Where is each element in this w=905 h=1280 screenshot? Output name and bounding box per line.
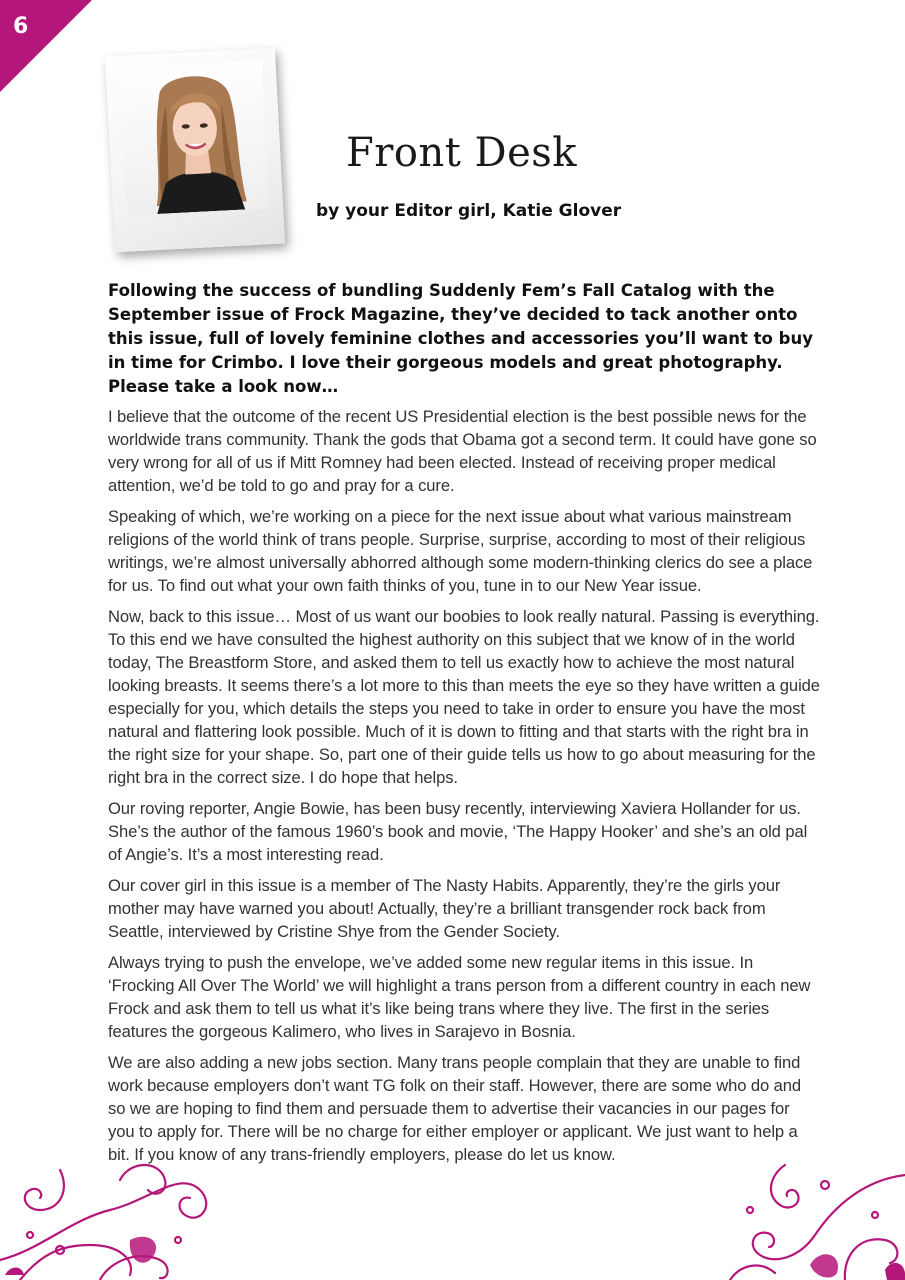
body-paragraph: I believe that the outcome of the recent US Presidential election is the best possible news for the worldwide trans community. Thank the gods that Obama got a second term. It could have gone so very wrong for all of us if Mitt Romney had been elected. Instead of receiving proper medical attention, we’d be told to go and pray for a cure. [108,407,817,495]
editor-polaroid-photo [105,48,285,253]
body-paragraph: Always trying to push the envelope, we’ve added some new regular items in this issue. In ‘Frocking All Over The World’ we will highlight a trans person from a different country in each new Frock and ask them to tell us what it’s like being trans where they live. The first in the series features the gorgeous Kalimero, who lives in Sarajevo in Bosnia. [108,953,811,1041]
lead-paragraph: Following the success of bundling Suddenly Fem’s Fall Catalog with the September issue of Frock Magazine, they’ve decided to tack another onto this issue, full of lovely feminine clothes and accessories you’ll want to buy in time for Crimbo. I love their gorgeous models and great photography. Please take a look now… [108,281,813,396]
decorative-swirl-right [725,1155,905,1280]
body-paragraph: We are also adding a new jobs section. Many trans people complain that they are unable to find work because employers don’t want TG folk on their staff. However, there are some who do and so we are hoping to find them and persuade them to advertise their vacancies in our pages for you to apply for. There will be no charge for either employer or applicant. We just want to help a bit. If you know of any trans-friendly employers, please do let us know. [108,1053,802,1164]
body-paragraph: Our cover girl in this issue is a member of The Nasty Habits. Apparently, they’re the girls your mother may have warned you about! Actually, they’re a brilliant transgender rock back from Seattle, interviewed by Cristine Shye from the Gender Society. [108,876,781,941]
editor-portrait [120,60,270,215]
body-paragraph: Our roving reporter, Angie Bowie, has been busy recently, interviewing Xaviera Hollander for us. She’s the author of the famous 1960’s book and movie, ‘The Happy Hooker’ and she’s an old pal of Angie’s. It’s a most interesting read. [108,799,808,864]
body-paragraph: Speaking of which, we’re working on a piece for the next issue about what various mainstream religions of the world think of trans people. Surprise, surprise, according to most of their religious writings, we’re almost universally abhorred although some modern-thinking clerics do see a place for us. To find out what your own faith thinks of you, tune in to our New Year issue. [108,507,813,595]
page-number: 6 [13,14,29,39]
editorial-article [108,279,820,1174]
page-title: Front Desk [346,130,578,176]
body-paragraph: Now, back to this issue… Most of us want our boobies to look really natural. Passing is everything. To this end we have consulted the highest authority on this subject that we know of in the world today, The Breastform Store, and asked them to tell us exactly how to achieve the most natural looking breasts. It seems there’s a lot more to this than meets the eye so they have written a guide especially for you, which details the steps you need to take in order to ensure you have the most natural and flattering look possible. Much of it is down to fitting and that starts with the right bra in the right size for your shape. So, part one of their guide tells us how to go about measuring for the right bra in the correct size. I do hope that helps. [108,607,820,787]
byline: by your Editor girl, Katie Glover [316,201,622,221]
decorative-swirl-left [0,1150,230,1280]
